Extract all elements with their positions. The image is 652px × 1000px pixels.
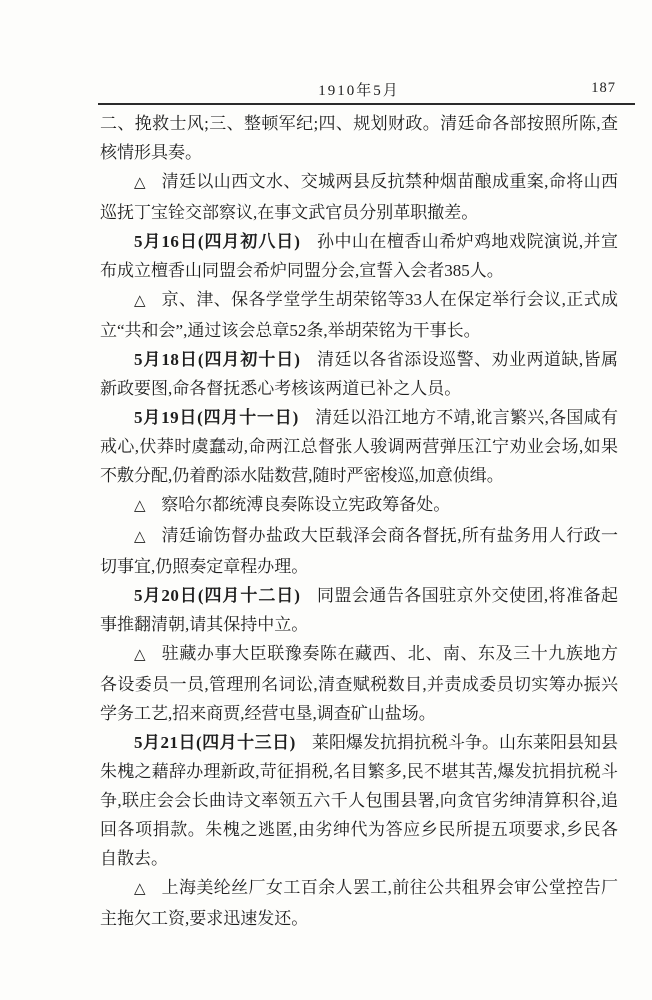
entry-text: 同盟会通告各国驻京外交使团,将准备起事推翻清朝,请其保持中立。	[100, 586, 618, 634]
triangle-marker: △	[134, 498, 146, 514]
entry-text: 清廷以沿江地方不靖,讹言繁兴,各国咸有戒心,伏莽时虞蠢动,命两江总督张人骏调两营弹压江宁劝业会场,如果不敷分配,仍着酌添水陆数营,随时严密梭巡,加意侦缉。	[100, 408, 618, 485]
date-entry	[100, 227, 618, 285]
entry-text: 清廷谕饬督办盐政大臣载泽会商各督抚,所有盐务用人行政一切事宜,仍照奏定章程办理。	[100, 526, 618, 576]
entry-text: 二、挽救士风;三、整顿军纪;四、规划财政。清廷命各部按照所陈,查核情形具奏。	[100, 114, 618, 162]
entry-date: 5月20日(四月十二日)	[134, 586, 301, 605]
header-rule	[98, 103, 635, 105]
triangle-entry	[100, 521, 618, 581]
entry-date: 5月16日(四月初八日)	[134, 232, 301, 251]
triangle-marker: △	[134, 529, 146, 545]
triangle-marker: △	[134, 293, 146, 309]
triangle-entry	[100, 639, 618, 728]
date-entry	[100, 403, 618, 490]
running-title: 1910年5月	[318, 83, 400, 99]
date-entry	[100, 345, 618, 403]
page-content	[100, 109, 618, 933]
entry-text: 京、津、保各学堂学生胡荣铭等33人在保定举行会议,正式成立“共和会”,通过该会总章52条,举胡荣铭为干事长。	[100, 290, 618, 340]
page-number: 187	[591, 80, 616, 96]
entry-date: 5月19日(四月十一日)	[134, 408, 299, 427]
entry-date: 5月21日(四月十三日)	[134, 733, 296, 752]
entry-text: 上海美纶丝厂女工百余人罢工,前往公共租界会审公堂控告厂主拖欠工资,要求迅速发还。	[100, 878, 618, 928]
date-entry	[100, 581, 618, 639]
entry-text: 莱阳爆发抗捐抗税斗争。山东莱阳县知县朱槐之藉辞办理新政,苛征捐税,名目繁多,民不堪其苦,爆发抗捐抗税斗争,联庄会会长曲诗文率领五六千人包围县署,向贪官劣绅清算积谷,追回各项捐款。朱槐之逃匿,由劣绅代为答应乡民所提五项要求,乡民各自散去。	[100, 733, 619, 868]
triangle-entry	[100, 873, 618, 933]
entry-text: 驻藏办事大臣联豫奏陈在藏西、北、南、东及三十九族地方各设委员一员,管理刑名词讼,清查赋税数目,并责成委员切实筹办振兴学务工艺,招来商贾,经营屯垦,调查矿山盐场。	[100, 644, 619, 723]
date-entry	[100, 728, 618, 873]
triangle-entry	[100, 285, 618, 345]
triangle-entry	[100, 490, 618, 521]
entry-date: 5月18日(四月初十日)	[134, 350, 301, 369]
entry-text: 孙中山在檀香山希炉鸡地戏院演说,并宣布成立檀香山同盟会希炉同盟分会,宣誓入会者385人。	[100, 232, 618, 280]
continuation-paragraph	[100, 109, 618, 167]
triangle-marker: △	[134, 175, 146, 191]
page-header	[100, 79, 618, 101]
triangle-entry	[100, 167, 618, 227]
triangle-marker: △	[134, 647, 147, 663]
entry-text: 清廷以山西文水、交城两县反抗禁种烟苗酿成重案,命将山西巡抚丁宝铨交部察议,在事文武官员分别革职撤差。	[100, 172, 618, 222]
entry-text: 察哈尔都统溥良奏陈设立宪政筹备处。	[161, 495, 451, 514]
triangle-marker: △	[134, 881, 146, 897]
entry-text: 清廷以各省添设巡警、劝业两道缺,皆属新政要图,命各督抚悉心考核该两道已补之人员。	[100, 350, 618, 398]
